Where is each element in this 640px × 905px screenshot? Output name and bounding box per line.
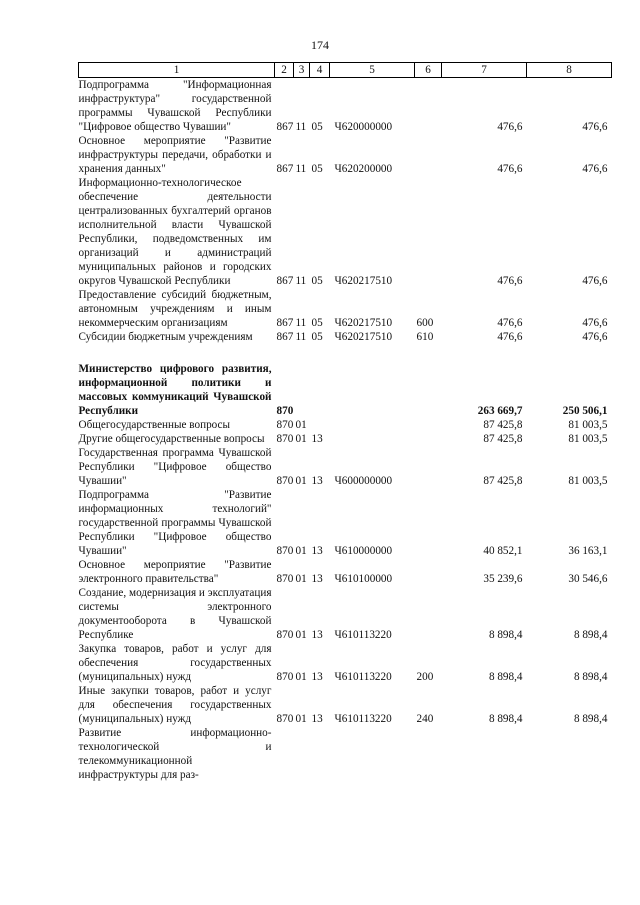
amount-year-1: 476,6 xyxy=(497,317,523,329)
ministry-code xyxy=(275,726,294,782)
ministry-code: 870 xyxy=(276,475,294,487)
column-header: 2 xyxy=(275,63,294,78)
column-header: 3 xyxy=(294,63,310,78)
subsection-code: 05 xyxy=(311,331,323,343)
row-name: Подпрограмма "Развитие информационных технологий" государственной программы Чувашской Республики "Цифровое общество Чувашии" xyxy=(78,489,272,557)
table-row xyxy=(79,684,612,726)
expense-type-code xyxy=(415,134,442,176)
ministry-code: 870 xyxy=(276,671,294,683)
subsection-code: 13 xyxy=(311,573,323,585)
target-article-code xyxy=(330,418,415,432)
subsection-code: 05 xyxy=(311,275,323,287)
section-code: 01 xyxy=(295,433,307,445)
amount-year-1 xyxy=(442,726,527,782)
amount-year-1: 476,6 xyxy=(497,121,523,133)
amount-year-1: 476,6 xyxy=(497,331,523,343)
section-code: 11 xyxy=(295,331,307,343)
section-code: 11 xyxy=(295,275,307,287)
section-code: 01 xyxy=(295,545,307,557)
amount-year-2: 81 003,5 xyxy=(568,433,608,445)
ministry-code: 867 xyxy=(276,163,294,175)
amount-year-1: 476,6 xyxy=(497,163,523,175)
table-row xyxy=(79,558,612,586)
section-code xyxy=(294,726,310,782)
column-header: 4 xyxy=(310,63,330,78)
subsection-code: 13 xyxy=(311,713,323,725)
table-row xyxy=(79,642,612,684)
section-code: 01 xyxy=(295,629,307,641)
amount-year-1: 8 898,4 xyxy=(488,629,523,641)
column-header: 1 xyxy=(79,63,275,78)
ministry-code: 867 xyxy=(276,275,294,287)
amount-year-1: 87 425,8 xyxy=(483,419,523,431)
subsection-code: 13 xyxy=(311,629,323,641)
row-name: Другие общегосударственные вопросы xyxy=(78,433,265,445)
amount-year-2: 8 898,4 xyxy=(573,629,608,641)
row-name: Подпрограмма "Информационная инфраструктура" государственной программы Чувашской Республики "Цифровое общество Чувашии" xyxy=(78,79,272,133)
subsection-code: 13 xyxy=(311,671,323,683)
target-article-code: Ч610000000 xyxy=(334,545,393,557)
amount-year-2: 30 546,6 xyxy=(568,573,608,585)
ministry-code: 870 xyxy=(276,433,294,445)
target-article-code: Ч610113220 xyxy=(334,713,392,725)
spacer-cell xyxy=(79,344,612,362)
target-article-code xyxy=(330,726,415,782)
target-article-code: Ч610113220 xyxy=(334,629,392,641)
expense-type-code xyxy=(415,446,442,488)
ministry-code: 867 xyxy=(276,121,294,133)
amount-year-1: 263 669,7 xyxy=(477,405,523,417)
section-code xyxy=(294,362,310,418)
column-header: 7 xyxy=(442,63,527,78)
expense-type-code xyxy=(415,488,442,558)
ministry-code: 867 xyxy=(276,317,294,329)
subsection-code xyxy=(310,726,330,782)
table-row xyxy=(79,446,612,488)
amount-year-2: 476,6 xyxy=(582,331,608,343)
expense-type-code xyxy=(415,176,442,288)
target-article-code xyxy=(330,362,415,418)
section-code: 01 xyxy=(295,475,307,487)
table-row xyxy=(79,362,612,418)
section-code: 11 xyxy=(295,163,307,175)
amount-year-2: 81 003,5 xyxy=(568,475,608,487)
target-article-code: Ч610113220 xyxy=(334,671,392,683)
amount-year-1: 87 425,8 xyxy=(483,475,523,487)
ministry-code: 870 xyxy=(276,419,294,431)
row-name: Предоставление субсидий бюджетным, автономным учреждениям и иным некоммерческим организациям xyxy=(78,289,272,329)
expense-type-code: 610 xyxy=(416,331,434,343)
ministry-code: 870 xyxy=(276,573,294,585)
expense-type-code xyxy=(415,418,442,432)
row-name: Субсидии бюджетным учреждениям xyxy=(78,331,253,343)
expense-type-code xyxy=(415,78,442,135)
ministry-code: 870 xyxy=(276,545,294,557)
amount-year-2: 476,6 xyxy=(582,121,608,133)
expense-type-code xyxy=(415,586,442,642)
amount-year-2 xyxy=(527,726,612,782)
row-name: Информационно-технологическое обеспечение деятельности централизованных бухгалтерий органов исполнительной власти Чувашской Республики, подведомственных им организаций и администраций муниципальных районов и городских округов Чувашской Республики xyxy=(78,177,272,287)
row-name: Создание, модернизация и эксплуатация системы электронного документооборота в Чувашской Республике xyxy=(78,587,272,641)
column-header: 8 xyxy=(527,63,612,78)
amount-year-1: 8 898,4 xyxy=(488,671,523,683)
expense-type-code xyxy=(415,362,442,418)
row-name: Развитие информационно-технологической и телекоммуникационной инфраструктуры для раз- xyxy=(78,727,272,781)
amount-year-2: 81 003,5 xyxy=(568,419,608,431)
amount-year-2: 8 898,4 xyxy=(573,713,608,725)
amount-year-2: 476,6 xyxy=(582,275,608,287)
table-row xyxy=(79,288,612,330)
row-name: Основное мероприятие "Развитие электронного правительства" xyxy=(78,559,272,585)
expense-type-code: 200 xyxy=(416,671,434,683)
row-name: Министерство цифрового развития, информационной политики и массовых коммуникаций Чувашской Республики xyxy=(78,363,272,417)
amount-year-2: 476,6 xyxy=(582,163,608,175)
amount-year-1: 40 852,1 xyxy=(483,545,523,557)
subsection-code: 05 xyxy=(311,163,323,175)
subsection-code: 13 xyxy=(311,545,323,557)
column-header: 6 xyxy=(415,63,442,78)
row-name: Государственная программа Чувашской Республики "Цифровое общество Чувашии" xyxy=(78,447,272,487)
table-row xyxy=(79,726,612,782)
section-code: 01 xyxy=(295,573,307,585)
table-row xyxy=(79,488,612,558)
target-article-code: Ч610100000 xyxy=(334,573,393,585)
target-article-code xyxy=(330,432,415,446)
section-code: 01 xyxy=(295,713,307,725)
section-code: 01 xyxy=(295,671,307,683)
table-row xyxy=(79,78,612,135)
subsection-code xyxy=(310,362,330,418)
amount-year-2: 476,6 xyxy=(582,317,608,329)
row-name: Общегосударственные вопросы xyxy=(78,419,231,431)
table-row xyxy=(79,330,612,344)
section-code: 11 xyxy=(295,317,307,329)
ministry-code: 870 xyxy=(276,713,294,725)
target-article-code: Ч600000000 xyxy=(334,475,393,487)
amount-year-1: 8 898,4 xyxy=(488,713,523,725)
amount-year-2: 8 898,4 xyxy=(573,671,608,683)
amount-year-1: 476,6 xyxy=(497,275,523,287)
expense-type-code xyxy=(415,558,442,586)
expense-type-code: 240 xyxy=(416,713,434,725)
amount-year-1: 87 425,8 xyxy=(483,433,523,445)
amount-year-2: 36 163,1 xyxy=(568,545,608,557)
ministry-code: 870 xyxy=(276,629,294,641)
row-name: Закупка товаров, работ и услуг для обеспечения государственных (муниципальных) нужд xyxy=(78,643,272,683)
target-article-code: Ч620200000 xyxy=(334,163,393,175)
section-code: 11 xyxy=(295,121,307,133)
table-header xyxy=(79,63,612,78)
row-name: Основное мероприятие "Развитие инфраструктуры передачи, обработки и хранения данных" xyxy=(78,135,272,175)
table-row xyxy=(79,176,612,288)
subsection-code xyxy=(310,418,330,432)
expense-type-code: 600 xyxy=(416,317,434,329)
target-article-code: Ч620217510 xyxy=(334,275,393,287)
ministry-code: 870 xyxy=(276,405,294,417)
subsection-code: 13 xyxy=(311,433,323,445)
column-header: 5 xyxy=(330,63,415,78)
budget-table xyxy=(78,62,612,782)
amount-year-2: 250 506,1 xyxy=(562,405,608,417)
table-body xyxy=(79,78,612,783)
table-row xyxy=(79,418,612,432)
expense-type-code xyxy=(415,432,442,446)
table-row xyxy=(79,586,612,642)
table-row xyxy=(79,134,612,176)
amount-year-1: 35 239,6 xyxy=(483,573,523,585)
page-number: 174 xyxy=(311,38,329,52)
target-article-code: Ч620217510 xyxy=(334,331,393,343)
ministry-code: 867 xyxy=(276,331,294,343)
header-row xyxy=(79,63,612,78)
subsection-code: 05 xyxy=(311,121,323,133)
target-article-code: Ч620217510 xyxy=(334,317,393,329)
table-row xyxy=(79,432,612,446)
spacer-row xyxy=(79,344,612,362)
expense-type-code xyxy=(415,726,442,782)
subsection-code: 05 xyxy=(311,317,323,329)
target-article-code: Ч620000000 xyxy=(334,121,393,133)
subsection-code: 13 xyxy=(311,475,323,487)
row-name: Иные закупки товаров, работ и услуг для обеспечения государственных (муниципальных) нужд xyxy=(78,685,272,725)
section-code: 01 xyxy=(295,419,307,431)
